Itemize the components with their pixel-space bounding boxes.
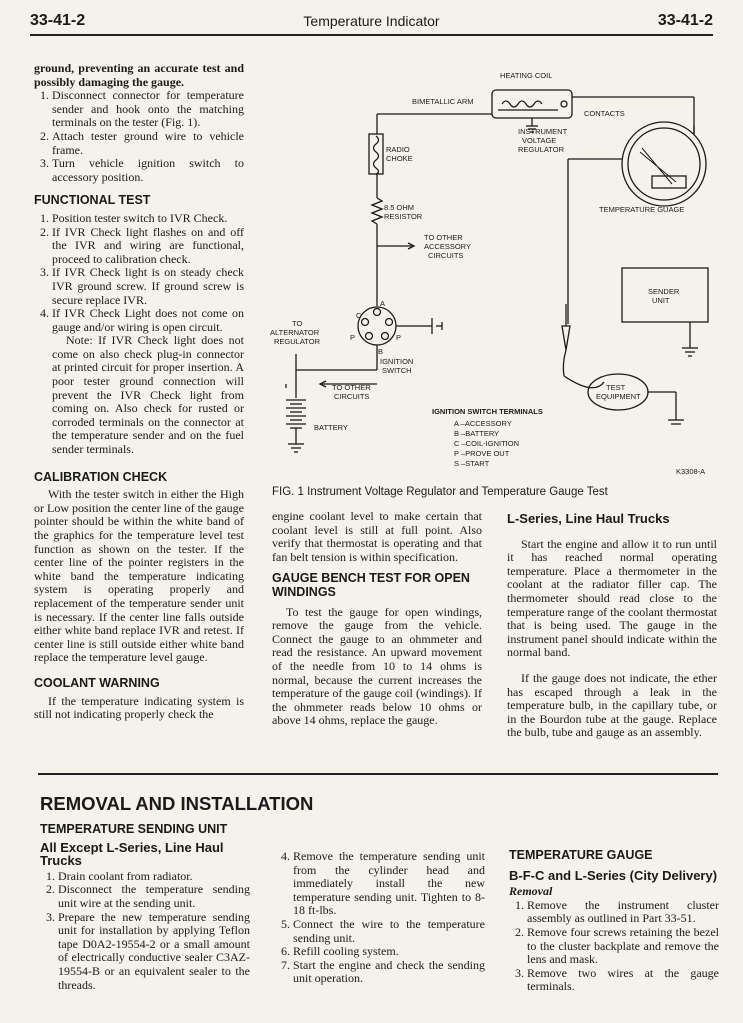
list-item: 3. Remove two wires at the gauge terminals. bbox=[527, 967, 719, 994]
wiring-diagram bbox=[262, 64, 712, 484]
label-ivr-1: INSTRUMENT bbox=[518, 127, 568, 136]
list-item: 6. Refill cooling system. bbox=[293, 945, 485, 959]
column-right bbox=[507, 512, 717, 740]
label-gauge: TEMPERATURE GUAGE bbox=[599, 205, 685, 214]
column-left bbox=[34, 62, 244, 722]
label-switch-1: IGNITION bbox=[380, 357, 414, 366]
label-battery: BATTERY bbox=[314, 423, 348, 432]
line-haul-text-2: If the gauge does not indicate, the ether has escaped through a leak in the temperature bulb, in the capillary tube, or in the Bourdon tube at the gauge. Replace the bulb, tube and gauge as an assembly. bbox=[507, 670, 717, 740]
removal-label: Removal bbox=[509, 884, 553, 899]
functional-steps bbox=[34, 212, 244, 334]
gauge-bench-text: To test the gauge for open windings, remove the gauge from the vehicle. Connect the gauge to an ohmmeter and read the resistance. An upward movement of the needle from 10 to 14 ohms is normal, because the current increases the temperature of the gauge coil (windings). If the ohmmeter reads below 10 ohms or above 14 ohms, replace the gauge. bbox=[272, 604, 482, 728]
gauge-removal-steps bbox=[509, 899, 719, 994]
sending-unit-heading: TEMPERATURE SENDING UNIT bbox=[40, 822, 228, 836]
list-item: 2. Disconnect the temperature sending unit wire at the sending unit. bbox=[58, 883, 250, 910]
label-alternator-1: TO bbox=[292, 319, 303, 328]
functional-test-heading: FUNCTIONAL TEST bbox=[34, 193, 151, 208]
intro-text: ground, preventing an accurate test and possibly damaging the gauge. bbox=[34, 61, 244, 89]
removal-column-right bbox=[509, 849, 719, 994]
tester-steps bbox=[34, 89, 244, 184]
label-terminal-a: A bbox=[380, 299, 386, 308]
label-ivr-2: VOLTAGE bbox=[522, 136, 557, 145]
list-item: 1. Drain coolant from radiator. bbox=[58, 870, 250, 884]
list-item: 3. If IVR Check light is on steady check IVR ground screw. If ground screw is secure replace IVR. bbox=[52, 266, 244, 307]
label-alternator-2: ALTERNATOR bbox=[270, 328, 320, 337]
line-haul-text-1: Start the engine and allow it to run until it has reached normal operating temperature. Place a thermometer in the coolant at the radiator filler cap. The thermometer should read close to the temperature range of the coolant thermostat that is being used. The gauge in the instrument panel should indicate within the normal band. bbox=[507, 536, 717, 660]
label-bimetallic-arm: BIMETALLIC ARM bbox=[412, 97, 474, 106]
sending-unit-steps-continued bbox=[275, 850, 485, 986]
removal-column-left bbox=[40, 823, 250, 992]
label-sender-2: UNIT bbox=[652, 296, 670, 305]
list-item: 5. Connect the wire to the temperature sending unit. bbox=[293, 918, 485, 945]
label-circuits-1: TO OTHER bbox=[332, 383, 371, 392]
label-test-1: TEST bbox=[606, 383, 626, 392]
list-item: 2. Remove four screws retaining the bezel to the cluster backplate and remove the lens and mask. bbox=[527, 926, 719, 967]
list-item: 1. Disconnect connector for temperature sender and hook onto the matching terminals on the tester (Fig. 1). bbox=[52, 89, 244, 130]
label-resistor-1: 8.5 OHM bbox=[384, 203, 415, 212]
sending-unit-steps bbox=[40, 870, 250, 992]
column-middle bbox=[272, 510, 482, 728]
label-terminal-p: P bbox=[350, 333, 356, 342]
calibration-text: With the tester switch in either the High or Low position the center line of the gauge pointer should be within the white band of the graphics for the temperature level test function as shown on the tester. If the center line of the pointer registers in the white band the temperature indicating system is operating properly and replacement of the temperature sender unit is necessary. If the center line falls outside either white band replace IVR and retest. If center line is still outside either white band replace the temperature level gauge. bbox=[34, 487, 244, 665]
label-switch-2: SWITCH bbox=[382, 366, 412, 375]
figure-caption: FIG. 1 Instrument Voltage Regulator and Temperature Gauge Test bbox=[272, 486, 608, 498]
coolant-warning-heading: COOLANT WARNING bbox=[34, 675, 160, 690]
coolant-continued-text: engine coolant level to make certain that coolant level is still at full point. Also verify that thermostat is operating and that fan belt tension is within specification. bbox=[272, 509, 482, 564]
label-sender-1: SENDER bbox=[648, 287, 680, 296]
terminal-c-desc: C –COIL-IGNITION bbox=[454, 439, 520, 448]
list-item: 3. Prepare the new temperature sending unit for installation by applying Teflon tape D0A2-19554-2 or a small amount of electrically conductive sealer C3AZ-19554-B or an equivalent sealer to the threads. bbox=[58, 911, 250, 993]
list-item: 1. Remove the instrument cluster assembly as outlined in Part 33-51. bbox=[527, 899, 719, 926]
page-title: Temperature Indicator bbox=[303, 13, 440, 29]
terminal-p-desc: P –PROVE OUT bbox=[454, 449, 510, 458]
label-test-2: EQUIPMENT bbox=[596, 392, 641, 401]
coolant-text: If the temperature indicating system is still not indicating properly check the bbox=[34, 693, 244, 722]
label-heating-coil: HEATING COIL bbox=[500, 71, 553, 80]
page-number-left: 33-41-2 bbox=[30, 12, 86, 29]
label-terminal-s: P bbox=[396, 333, 402, 342]
calibration-check-heading: CALIBRATION CHECK bbox=[34, 469, 168, 484]
label-radio-2: CHOKE bbox=[386, 154, 413, 163]
label-terminal-b: B bbox=[378, 347, 384, 356]
list-item: 7. Start the engine and check the sending unit operation. bbox=[293, 959, 485, 986]
temperature-gauge-heading: TEMPERATURE GAUGE bbox=[509, 848, 653, 862]
label-alternator-3: REGULATOR bbox=[274, 337, 320, 346]
label-circuits-2: CIRCUITS bbox=[334, 392, 370, 401]
label-contacts: CONTACTS bbox=[584, 109, 625, 118]
gauge-bench-test-heading: GAUGE BENCH TEST FOR OPEN WINDINGS bbox=[272, 571, 470, 599]
list-item: 1. Position tester switch to IVR Check. bbox=[52, 212, 244, 226]
label-accessory-1: TO OTHER bbox=[424, 233, 463, 242]
list-item: 4. If IVR Check Light does not come on gauge and/or wiring is open circuit. bbox=[52, 307, 244, 334]
figure-code: K3308-A bbox=[676, 467, 706, 476]
page-header bbox=[30, 12, 713, 36]
list-item: 2. If IVR Check light flashes on and off the IVR and wiring are functional, proceed to calibration check. bbox=[52, 226, 244, 267]
city-delivery-heading: B-F-C and L-Series (City Delivery) bbox=[509, 867, 718, 883]
page-number-right: 33-41-2 bbox=[657, 12, 713, 29]
list-item: 4. Remove the temperature sending unit from the cylinder head and immediately install the new temperature sending unit. Tighten to 8-18 ft-lbs. bbox=[293, 850, 485, 918]
label-accessory-2: ACCESSORY bbox=[424, 242, 471, 251]
label-terminal-c: C bbox=[356, 311, 362, 320]
removal-column-middle bbox=[275, 850, 485, 986]
terminal-a-desc: A –ACCESSORY bbox=[454, 419, 512, 428]
label-radio-1: RADIO bbox=[386, 145, 410, 154]
section-divider bbox=[38, 773, 718, 775]
list-item: 2. Attach tester ground wire to vehicle frame. bbox=[52, 130, 244, 157]
terminal-b-desc: B –BATTERY bbox=[454, 429, 500, 438]
label-accessory-3: CIRCUITS bbox=[428, 251, 464, 260]
removal-installation-heading: REMOVAL AND INSTALLATION bbox=[40, 793, 314, 814]
label-resistor-2: RESISTOR bbox=[384, 212, 423, 221]
terminals-title: IGNITION SWITCH TERMINALS bbox=[432, 407, 543, 416]
line-haul-heading: L-Series, Line Haul Trucks bbox=[507, 511, 670, 526]
note-text: Note: If IVR Check light does not come on also check plug-in connector at printed circuit for proper insertion. A poor tester ground connection will prevent the IVR Check light from coming on. Also check for rusted or corroded terminals on the connector at the temperature sender and on the fuel sender terminals. bbox=[52, 333, 244, 457]
wiring-diagram-svg bbox=[262, 64, 712, 484]
all-except-heading: All Except L-Series, Line Haul Trucks bbox=[40, 839, 224, 869]
terminal-s-desc: S –START bbox=[454, 459, 490, 468]
list-item: 3. Turn vehicle ignition switch to accessory position. bbox=[52, 157, 244, 184]
label-ivr-3: REGULATOR bbox=[518, 145, 564, 154]
